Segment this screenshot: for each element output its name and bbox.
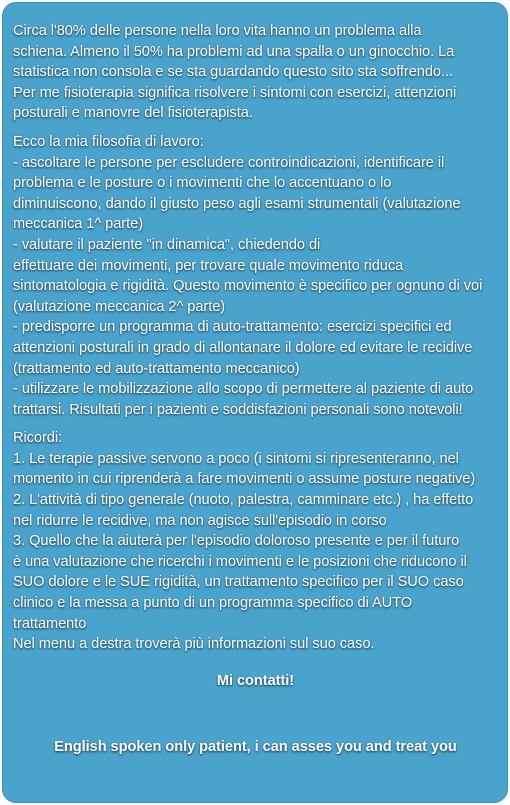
philosophy-line: problema e le posture o i movimenti che lo accentuano o lo [13,175,392,192]
philosophy-heading: Ecco la mia filosofia di lavoro: [13,133,204,150]
philosophy-line: trattarsi. Risultati per i pazienti e soddisfazioni personali sono notevoli! [13,401,463,418]
philosophy-line: - predisporre un programma di auto-trattamento: esercizi specifici ed [13,319,452,336]
remember-line: nel ridurre le recidive, ma non agisce sull'episodio in corso [13,512,387,529]
remember-line: 3. Quello che la aiuterà per l'episodio doloroso presente e per il futuro [13,533,460,550]
philosophy-line: (valutazione meccanica 2^ parte) [13,298,226,315]
remember-line: 2. L'attività di tipo generale (nuoto, palestra, camminare etc.) , ha effetto [13,492,474,509]
remember-line: trattamento [13,615,87,632]
philosophy-line: attenzioni posturali in grado di allontanare il dolore ed evitare le recidive [13,339,473,356]
philosophy-line: - ascoltare le persone per escludere controindicazioni, identificare il [13,154,445,171]
remember-paragraph [13,428,498,655]
philosophy-line: diminuiscono, dando il giusto peso agli esami strumentali (valutazione [13,195,461,212]
intro-line: Circa l'80% delle persone nella loro vita hanno un problema alla [13,23,422,39]
philosophy-paragraph [13,132,498,420]
remember-line: momento in cui riprenderà a fare movimenti o assume posture negative) [13,471,476,488]
intro-paragraph [13,21,498,124]
intro-line: schiena. Almeno il 50% ha problemi ad una spalla o un ginocchio. La [13,43,455,60]
philosophy-line: (trattamento ed auto-trattamento meccanico) [13,360,300,377]
remember-line: clinico e la messa a punto di un programma specifico di AUTO [13,595,413,612]
philosophy-line: effettuare dei movimenti, per trovare quale movimento riduca [13,257,404,274]
philosophy-line: sintomatologia e rigidità. Questo movimento è specifico per ognuno di voi [13,278,483,295]
remember-line: è una valutazione che ricerchi i movimenti e le posizioni che riducono il [13,553,467,570]
remember-line: 1. Le terapie passive servono a poco (i sintomi si ripresenteranno, nel [13,450,459,467]
english-note: English spoken only patient, i can asses you and treat you [54,739,457,756]
philosophy-line: - utilizzare le mobilizzazione allo scopo di permettere al paziente di auto [13,381,474,398]
intro-line: Per me fisioterapia significa risolvere i sintomi con esercizi, attenzioni [13,84,457,101]
info-panel [2,2,508,803]
contact-link[interactable]: Mi contatti! [216,672,295,689]
philosophy-line: - valutare il paziente "in dinamica", chiedendo di [13,236,321,253]
remember-heading: Ricordi: [13,430,63,447]
intro-line: statistica non consola e se sta guardando questo sito sta soffrendo... [13,64,453,81]
philosophy-line: meccanica 1^ parte) [13,216,144,233]
remember-line: Nel menu a destra troverà più informazioni sul suo caso. [13,636,375,653]
intro-line: posturali e manovre del fisioterapista. [13,105,253,122]
remember-line: SUO dolore e le SUE rigidità, un trattamento specifico per il SUO caso [13,574,464,591]
